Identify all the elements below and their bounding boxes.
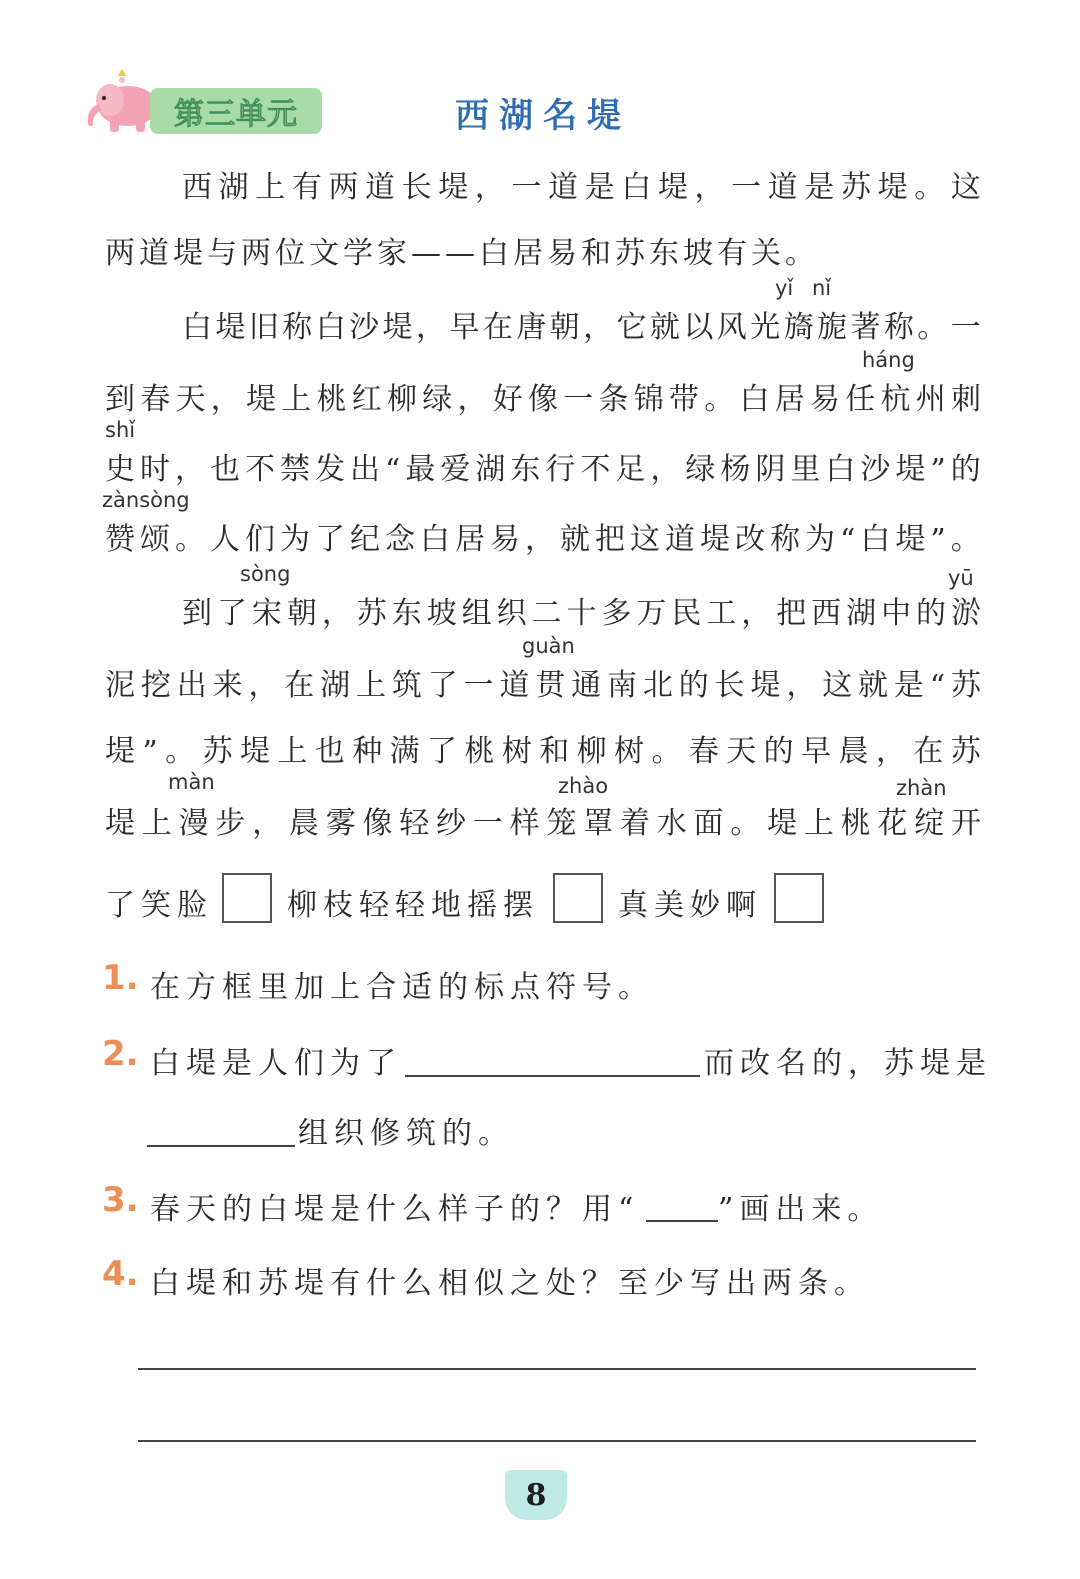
pinyin-annotation: zhào [558,774,609,798]
passage-line: 西 湖 上 有 两 道 长 堤 ， 一 道 是 白 堤 ， 一 道 是 苏 堤 。 这 [182,170,981,205]
answer-line[interactable] [138,1368,976,1370]
passage-line: 到 春 天 ， 堤 上 桃 红 柳 绿 ， 好 像 一 条 锦 带 。 白 居 易 任 杭 州 刺 [105,382,981,417]
question-number: 1. [102,958,139,998]
question-text: 在方框里加上合适的标点符号。 [150,970,654,1005]
question-number: 3. [102,1180,139,1220]
unit-label: 第三单元 [174,97,298,132]
pinyin-annotation: yǐ [775,276,794,300]
answer-blank[interactable] [405,1075,700,1077]
question-text: 组织修筑的。 [298,1116,514,1151]
question-number: 4. [102,1254,139,1294]
passage-fragment: 了笑脸 [105,888,213,923]
pinyin-annotation: yū [948,566,974,590]
question-text: 白堤和苏堤有什么相似之处？至少写出两条。 [150,1266,870,1301]
pinyin-annotation: zànsòng [102,488,190,512]
lesson-title: 西湖名堤 [455,96,631,136]
unit-badge [150,88,322,134]
pinyin-annotation: guàn [522,634,575,658]
pinyin-annotation: zhàn [896,776,947,800]
passage-line: 白 堤 旧 称 白 沙 堤 ， 早 在 唐 朝 ， 它 就 以 风 光 旖 旎 著 称 。 一 [182,310,981,345]
passage-line: 泥 挖 出 来 ， 在 湖 上 筑 了 一 道 贯 通 南 北 的 长 堤 ， 这 就 是 “ 苏 [105,668,981,704]
punctuation-box[interactable] [774,873,824,923]
passage-line: 赞 颂 。 人 们 为 了 纪 念 白 居 易 ， 就 把 这 道 堤 改 称 为 “ 白 堤 ” 。 [105,522,981,558]
punctuation-box[interactable] [222,873,272,923]
passage-line: 堤 ” 。 苏 堤 上 也 种 满 了 桃 树 和 柳 树 。 春 天 的 早 晨 ， 在 苏 [105,734,981,770]
passage-line: 到 了 宋 朝 ， 苏 东 坡 组 织 二 十 多 万 民 工 ， 把 西 湖 中 的 淤 [182,596,981,631]
passage-line: 堤 上 漫 步 ， 晨 雾 像 轻 纱 一 样 笼 罩 着 水 面 。 堤 上 桃 花 绽 开 [105,806,981,841]
pinyin-annotation: shǐ [105,418,136,442]
punctuation-box[interactable] [553,873,603,923]
answer-line[interactable] [138,1440,976,1442]
question-text: 春天的白堤是什么样子的？用“ [150,1192,640,1227]
underline-sample [646,1220,718,1222]
passage-fragment: 柳枝轻轻地摇摆 [287,888,539,923]
pinyin-annotation: màn [168,770,215,794]
answer-blank[interactable] [147,1145,295,1147]
pinyin-annotation: sòng [240,562,291,586]
pinyin-annotation: nǐ [812,276,832,300]
question-text: ”画出来。 [718,1192,884,1227]
question-number: 2. [102,1034,139,1074]
passage-line: 两道堤与两位文学家——白居易和苏东坡有关。 [105,236,819,271]
passage-fragment: 真美妙啊 [618,888,762,923]
question-text: 白堤是人们为了 [150,1046,402,1081]
passage-line: 史 时 ， 也 不 禁 发 出 “ 最 爱 湖 东 行 不 足 ， 绿 杨 阴 里 白 沙 堤 ” 的 [105,452,981,488]
question-text: 而改名的，苏堤是 [704,1046,992,1081]
page-number: 8 [525,1477,547,1513]
pinyin-annotation: háng [862,348,915,372]
page-number-tab [505,1470,567,1520]
